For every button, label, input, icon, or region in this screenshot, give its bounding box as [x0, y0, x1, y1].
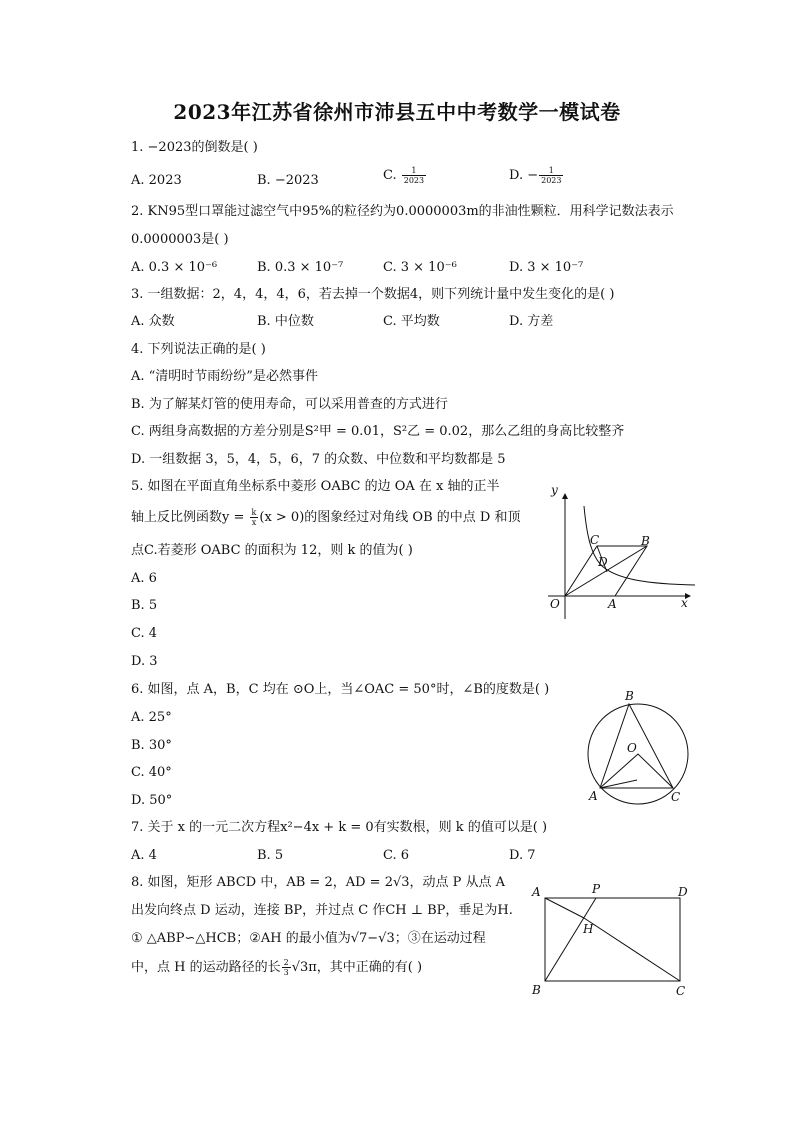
- question-5-stem-line2: 轴上反比例函数y = $\frac{k}{x}$ (x > 0)的图象经过对角线 OB 的中点 D 和顶: [131, 508, 521, 527]
- q8-figure-rectangle: [528, 882, 698, 997]
- question-8-stem-line4: 中，点 H 的运动路径的长 $\frac{2}{3}$ √3π，其中正确的有( ): [131, 958, 423, 977]
- segment-bp: [545, 898, 596, 981]
- segment-oa: [600, 780, 637, 788]
- question-8-stem-line3: ① △ABP∽△HCB；②AH 的最小值为√7−√3；③在运动过程: [131, 931, 486, 946]
- question-2-stem-line2: 0.0000003是( ): [131, 232, 229, 247]
- q1-option-a: A. 2023: [131, 173, 182, 188]
- q2-option-d: D. 3 × 10⁻⁷: [509, 260, 584, 275]
- question-4-stem: 4. 下列说法正确的是( ): [131, 342, 266, 357]
- q2-option-c: C. 3 × 10⁻⁶: [383, 260, 457, 275]
- label-c: C: [676, 984, 686, 998]
- label-a: A: [532, 885, 541, 899]
- label-h: H: [583, 922, 594, 936]
- question-5-stem-line1: 5. 如图在平面直角坐标系中菱形 OABC 的边 OA 在 x 轴的正半: [131, 479, 500, 494]
- question-1-stem: 1. −2023的倒数是( ): [131, 140, 258, 155]
- label-b: B: [625, 689, 634, 703]
- q1-option-c: C. $\frac{1}{2023}$: [383, 166, 425, 185]
- label-y: y: [551, 483, 558, 497]
- label-b: B: [641, 534, 650, 548]
- question-3-stem: 3. 一组数据：2，4，4，4，6，若去掉一个数据4，则下列统计量中发生变化的是( ): [131, 287, 615, 302]
- q6-option-d: D. 50°: [131, 793, 173, 808]
- q7-option-c: C. 6: [383, 848, 410, 863]
- label-b: B: [532, 983, 541, 997]
- q2-option-a: A. 0.3 × 10⁻⁶: [131, 260, 218, 275]
- question-8-stem-line2: 出发向终点 D 运动，连接 BP，并过点 C 作CH ⊥ BP，垂足为H.: [131, 903, 513, 918]
- q4-option-b: B. 为了解某灯管的使用寿命，可以采用普查的方式进行: [131, 397, 448, 412]
- q4-option-c: C. 两组身高数据的方差分别是S²甲 = 0.01，S²乙 = 0.02，那么乙组的身高比较整齐: [131, 424, 625, 439]
- question-7-stem: 7. 关于 x 的一元二次方程x²−4x + k = 0有实数根，则 k 的值可以是( ): [131, 820, 548, 835]
- label-a: A: [608, 597, 617, 611]
- label-d: D: [598, 555, 608, 569]
- q7-option-b: B. 5: [257, 848, 284, 863]
- q5-option-b: B. 5: [131, 598, 158, 613]
- q6-figure-circle: [585, 688, 695, 808]
- question-5-stem-line3: 点C.若菱形 OABC 的面积为 12，则 k 的值为( ): [131, 543, 413, 558]
- q6-option-b: B. 30°: [131, 738, 172, 753]
- q5-option-a: A. 6: [131, 571, 157, 586]
- q7-option-a: A. 4: [131, 848, 157, 863]
- q3-option-b: B. 中位数: [257, 314, 314, 329]
- label-x: x: [681, 596, 688, 610]
- question-8-stem-line1: 8. 如图，矩形 ABCD 中，AB = 2，AD = 2√3，动点 P 从点 A: [131, 875, 506, 890]
- question-2-stem-line1: 2. KN95型口罩能过滤空气中95%的粒径约为0.0000003m的非油性颗粒．用科学记数法表示: [131, 204, 674, 219]
- q5-option-c: C. 4: [131, 626, 158, 641]
- q6-option-c: C. 40°: [131, 765, 172, 780]
- question-6-stem: 6. 如图，点 A，B，C 均在 ⊙O上，当∠OAC = 50°时，∠B的度数是( ): [131, 682, 550, 697]
- label-d: D: [678, 885, 688, 899]
- q3-option-a: A. 众数: [131, 314, 175, 329]
- q2-option-b: B. 0.3 × 10⁻⁷: [257, 260, 344, 275]
- segment-ch: [584, 918, 680, 981]
- q3-option-c: C. 平均数: [383, 314, 440, 329]
- q6-option-a: A. 25°: [131, 710, 172, 725]
- q3-option-d: D. 方差: [509, 314, 554, 329]
- label-o: O: [627, 741, 637, 755]
- q1-option-b: B. −2023: [257, 173, 319, 188]
- segments-oa-oc: [600, 754, 673, 788]
- q7-option-d: D. 7: [509, 848, 536, 863]
- label-c: C: [590, 533, 600, 547]
- q5-option-d: D. 3: [131, 654, 158, 669]
- q4-option-a: A. “清明时节雨纷纷”是必然事件: [131, 369, 318, 384]
- rectangle-abcd: [545, 898, 680, 981]
- q5-figure-rhombus-hyperbola: [540, 484, 700, 624]
- q4-option-d: D. 一组数据 3，5，4，5，6，7 的众数、中位数和平均数都是 5: [131, 452, 506, 467]
- diagonal-ob: [565, 546, 647, 596]
- label-a: A: [589, 789, 598, 803]
- label-o: O: [550, 597, 560, 611]
- label-c: C: [671, 790, 681, 804]
- label-p: P: [592, 882, 601, 896]
- page-title: 2023年江苏省徐州市沛县五中中考数学一模试卷: [173, 100, 621, 124]
- segment-ah: [545, 898, 584, 918]
- q1-option-d: D. − $\frac{1}{2023}$: [509, 166, 562, 185]
